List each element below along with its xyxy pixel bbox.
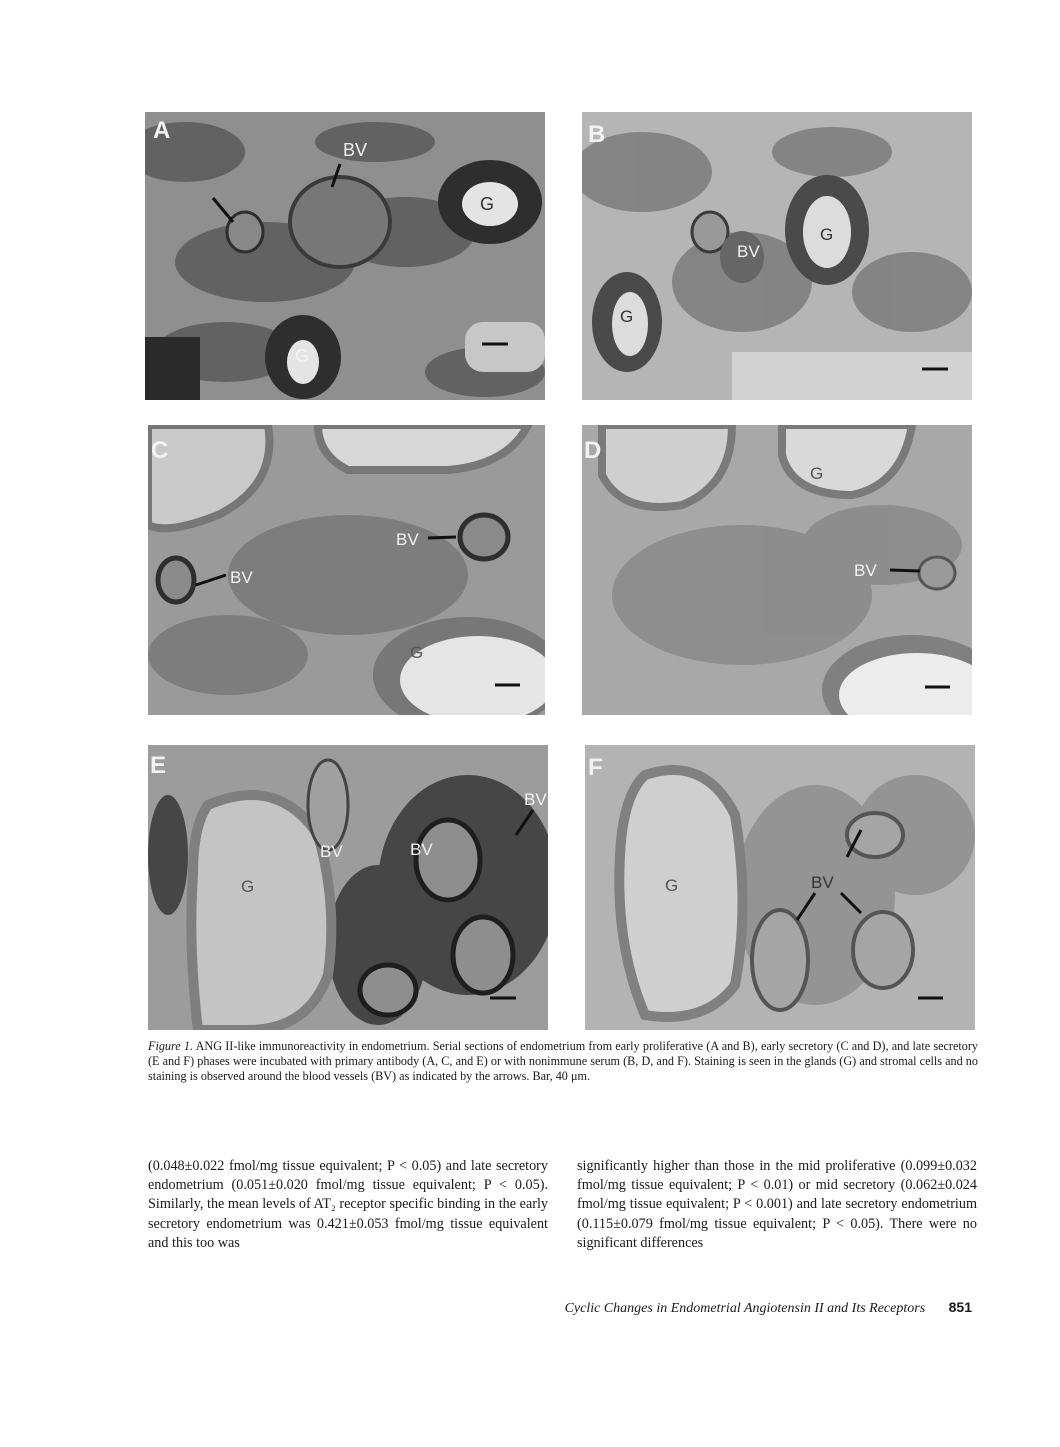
arrow (428, 537, 456, 538)
figure-panel-b (582, 112, 972, 400)
marker-label: G (241, 877, 255, 896)
marker-label: G (810, 464, 824, 483)
arrow (890, 570, 920, 571)
vessel-shape (453, 917, 513, 993)
panel-label: F (588, 754, 603, 781)
figure-panel-c (148, 425, 545, 715)
marker-label: BV (737, 242, 760, 261)
vessel-shape (460, 515, 508, 559)
vessel-shape (416, 820, 480, 900)
panel-label: C (151, 437, 169, 464)
vessel-shape (158, 558, 194, 602)
marker-label: BV (811, 873, 834, 892)
marker-label: BV (230, 568, 253, 587)
marker-label: G (480, 194, 495, 214)
body-text-right-column: significantly higher than those in the mid proliferative (0.099±0.032 fmol/mg tissue equivalent; P < 0.01) or mid secretory (0.062±0.024 fmol/mg tissue equivalent; P < 0.001) and late secretory endometrium (0.115±0.079 fmol/mg tissue equivalent; P < 0.05). There were no significant differences (577, 1158, 977, 1251)
figure-panel-f (585, 745, 975, 1030)
vessel-shape (290, 177, 390, 267)
figure-panel-d (582, 425, 972, 715)
vessel-shape (752, 910, 808, 1010)
vessel-shape (360, 965, 416, 1015)
page-number: 851 (948, 1299, 972, 1315)
marker-label: G (295, 346, 310, 366)
marker-label: G (665, 876, 679, 895)
marker-label: BV (320, 842, 343, 861)
figure-label: Figure 1. (148, 1039, 194, 1053)
panel-label: E (150, 752, 167, 779)
figure-panel-a (145, 112, 545, 400)
marker-label: G (620, 307, 634, 326)
marker-label: BV (396, 530, 419, 549)
vessel-shape (227, 212, 263, 252)
marker-label: BV (854, 561, 877, 580)
panel-label: A (153, 117, 171, 144)
gland-shape (619, 770, 742, 1017)
vessel-shape (853, 912, 913, 988)
panel-label: B (588, 121, 606, 148)
marker-label: BV (410, 840, 433, 859)
vessel-shape (919, 557, 955, 589)
figure-panel-e (148, 745, 548, 1030)
figure-caption (148, 1039, 978, 1084)
marker-label: BV (343, 140, 368, 160)
panel-label: D (584, 437, 602, 464)
body-text-left-column: (0.048±0.022 fmol/mg tissue equivalent; P < 0.05) and late secretory endometrium (0.051±0.020 fmol/mg tissue equivalent; P < 0.05). Similarly, the mean levels of AT₂ receptor specific binding in the early secretory endometrium was 0.421±0.053 fmol/mg tissue equivalent and this too was (148, 1158, 548, 1251)
running-title: Cyclic Changes in Endometrial Angiotensin II and Its Receptors (564, 1301, 926, 1316)
marker-label: BV (524, 790, 547, 809)
caption-text: ANG II-like immunoreactivity in endometrium. Serial sections of endometrium from early proliferative (A and B), early secretory (C and D), and late secretory (E and F) phases were incubated with primary antibody (A, C, and E) or with nonimmune serum (B, D, and F). Staining is seen in the glands (G) and stromal cells and no staining is observed around the blood vessels (BV) as indicated by the arrows. Bar, 40 μm. (148, 1039, 979, 1083)
marker-label: G (820, 225, 834, 244)
vessel-shape (847, 813, 903, 857)
running-footer (540, 1299, 972, 1317)
marker-label: G (410, 643, 424, 662)
vessel-shape (308, 760, 348, 850)
